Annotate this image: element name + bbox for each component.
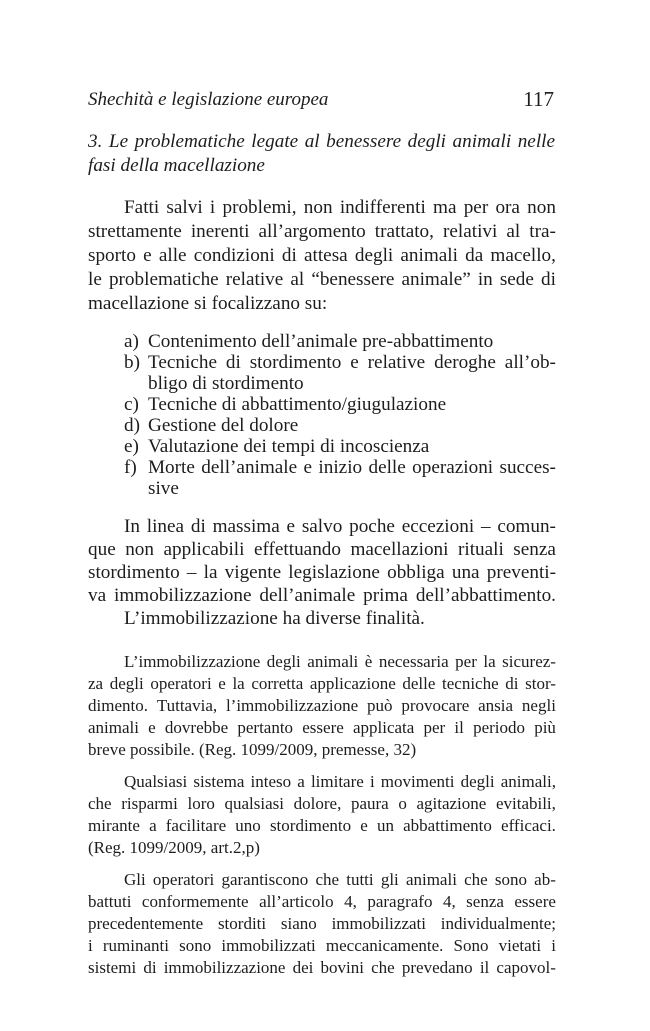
quote-line: breve possibile. (Reg. 1099/2009, premesse, 32): [88, 740, 417, 759]
list-item-label: a): [124, 331, 139, 352]
paragraph-line: In linea di massima e salvo poche eccezioni – comun-: [124, 516, 556, 537]
paragraph-line: L’immobilizzazione ha diverse finalità.: [124, 608, 425, 629]
page-number: 117: [523, 87, 554, 111]
quote-line: dimento. Tuttavia, l’immobilizzazione può provocare ansia negli: [88, 696, 556, 715]
list-item-label: c): [124, 394, 139, 415]
list-item-label: e): [124, 436, 139, 457]
paragraph-line: strettamente inerenti all’argomento trattato, relativi al tra-: [88, 221, 556, 242]
paragraph-line: stordimento – la vigente legislazione obbliga una preventi-: [88, 562, 556, 583]
quote-line: Gli operatori garantiscono che tutti gli animali che sono ab-: [124, 870, 556, 889]
quote-line: sistemi di immobilizzazione dei bovini che prevedano il capovol-: [88, 958, 556, 977]
paragraph-line: va immobilizzazione dell’animale prima dell’abbattimento.: [88, 585, 556, 606]
running-head: [88, 86, 558, 114]
list-item-text: Morte dell’animale e inizio delle operazioni succes-: [148, 457, 556, 478]
list-item-text: bligo di stordimento: [148, 373, 304, 394]
quote-line: che risparmi loro qualsiasi dolore, paura o agitazione evitabili,: [88, 794, 556, 813]
paragraph-line: que non applicabili effettuando macellazioni rituali senza: [88, 539, 556, 560]
section-heading: 3. Le problematiche legate al benessere degli animali nelle fasi della macellazione: [88, 131, 555, 176]
list-item-label: f): [124, 457, 137, 478]
quote-line: animali e dovrebbe pertanto essere applicata per il periodo più: [88, 718, 556, 737]
quote-line: Qualsiasi sistema inteso a limitare i movimenti degli animali,: [124, 772, 556, 791]
paragraph-line: macellazione si focalizzano su:: [88, 293, 328, 314]
quote-line: precedentemente storditi siano immobilizzati individualmente;: [88, 914, 556, 933]
list-item-text: Valutazione dei tempi di incoscienza: [148, 436, 430, 457]
list-item-text: sive: [148, 478, 179, 499]
quote-line: L’immobilizzazione degli animali è necessaria per la sicurez-: [124, 652, 556, 671]
list-item-text: Contenimento dell’animale pre-abbattimento: [148, 331, 494, 352]
quote-line: mirante a facilitare uno stordimento e un abbattimento efficaci.: [88, 816, 556, 835]
list-item-label: b): [124, 352, 140, 373]
running-title: Shechità e legislazione europea: [88, 89, 329, 110]
paragraph-line: sporto e alle condizioni di attesa degli animali da macello,: [88, 245, 556, 266]
quote-line: battuti conformemente all’articolo 4, paragrafo 4, senza essere: [88, 892, 556, 911]
quote-line: (Reg. 1099/2009, art.2,p): [88, 838, 260, 857]
quote-line: za degli operatori e la corretta applicazione delle tecniche di stor-: [88, 674, 556, 693]
list-item-text: Tecniche di abbattimento/giugulazione: [148, 394, 447, 415]
list-item-text: Tecniche di stordimento e relative deroghe all’ob-: [148, 352, 556, 373]
paragraph-line: le problematiche relative al “benessere animale” in sede di: [88, 269, 556, 290]
list-item-text: Gestione del dolore: [148, 415, 299, 436]
quote-line: i ruminanti sono immobilizzati meccanicamente. Sono vietati i: [88, 936, 556, 955]
list-item-label: d): [124, 415, 140, 436]
paragraph-line: Fatti salvi i problemi, non indifferenti ma per ora non: [124, 197, 556, 218]
